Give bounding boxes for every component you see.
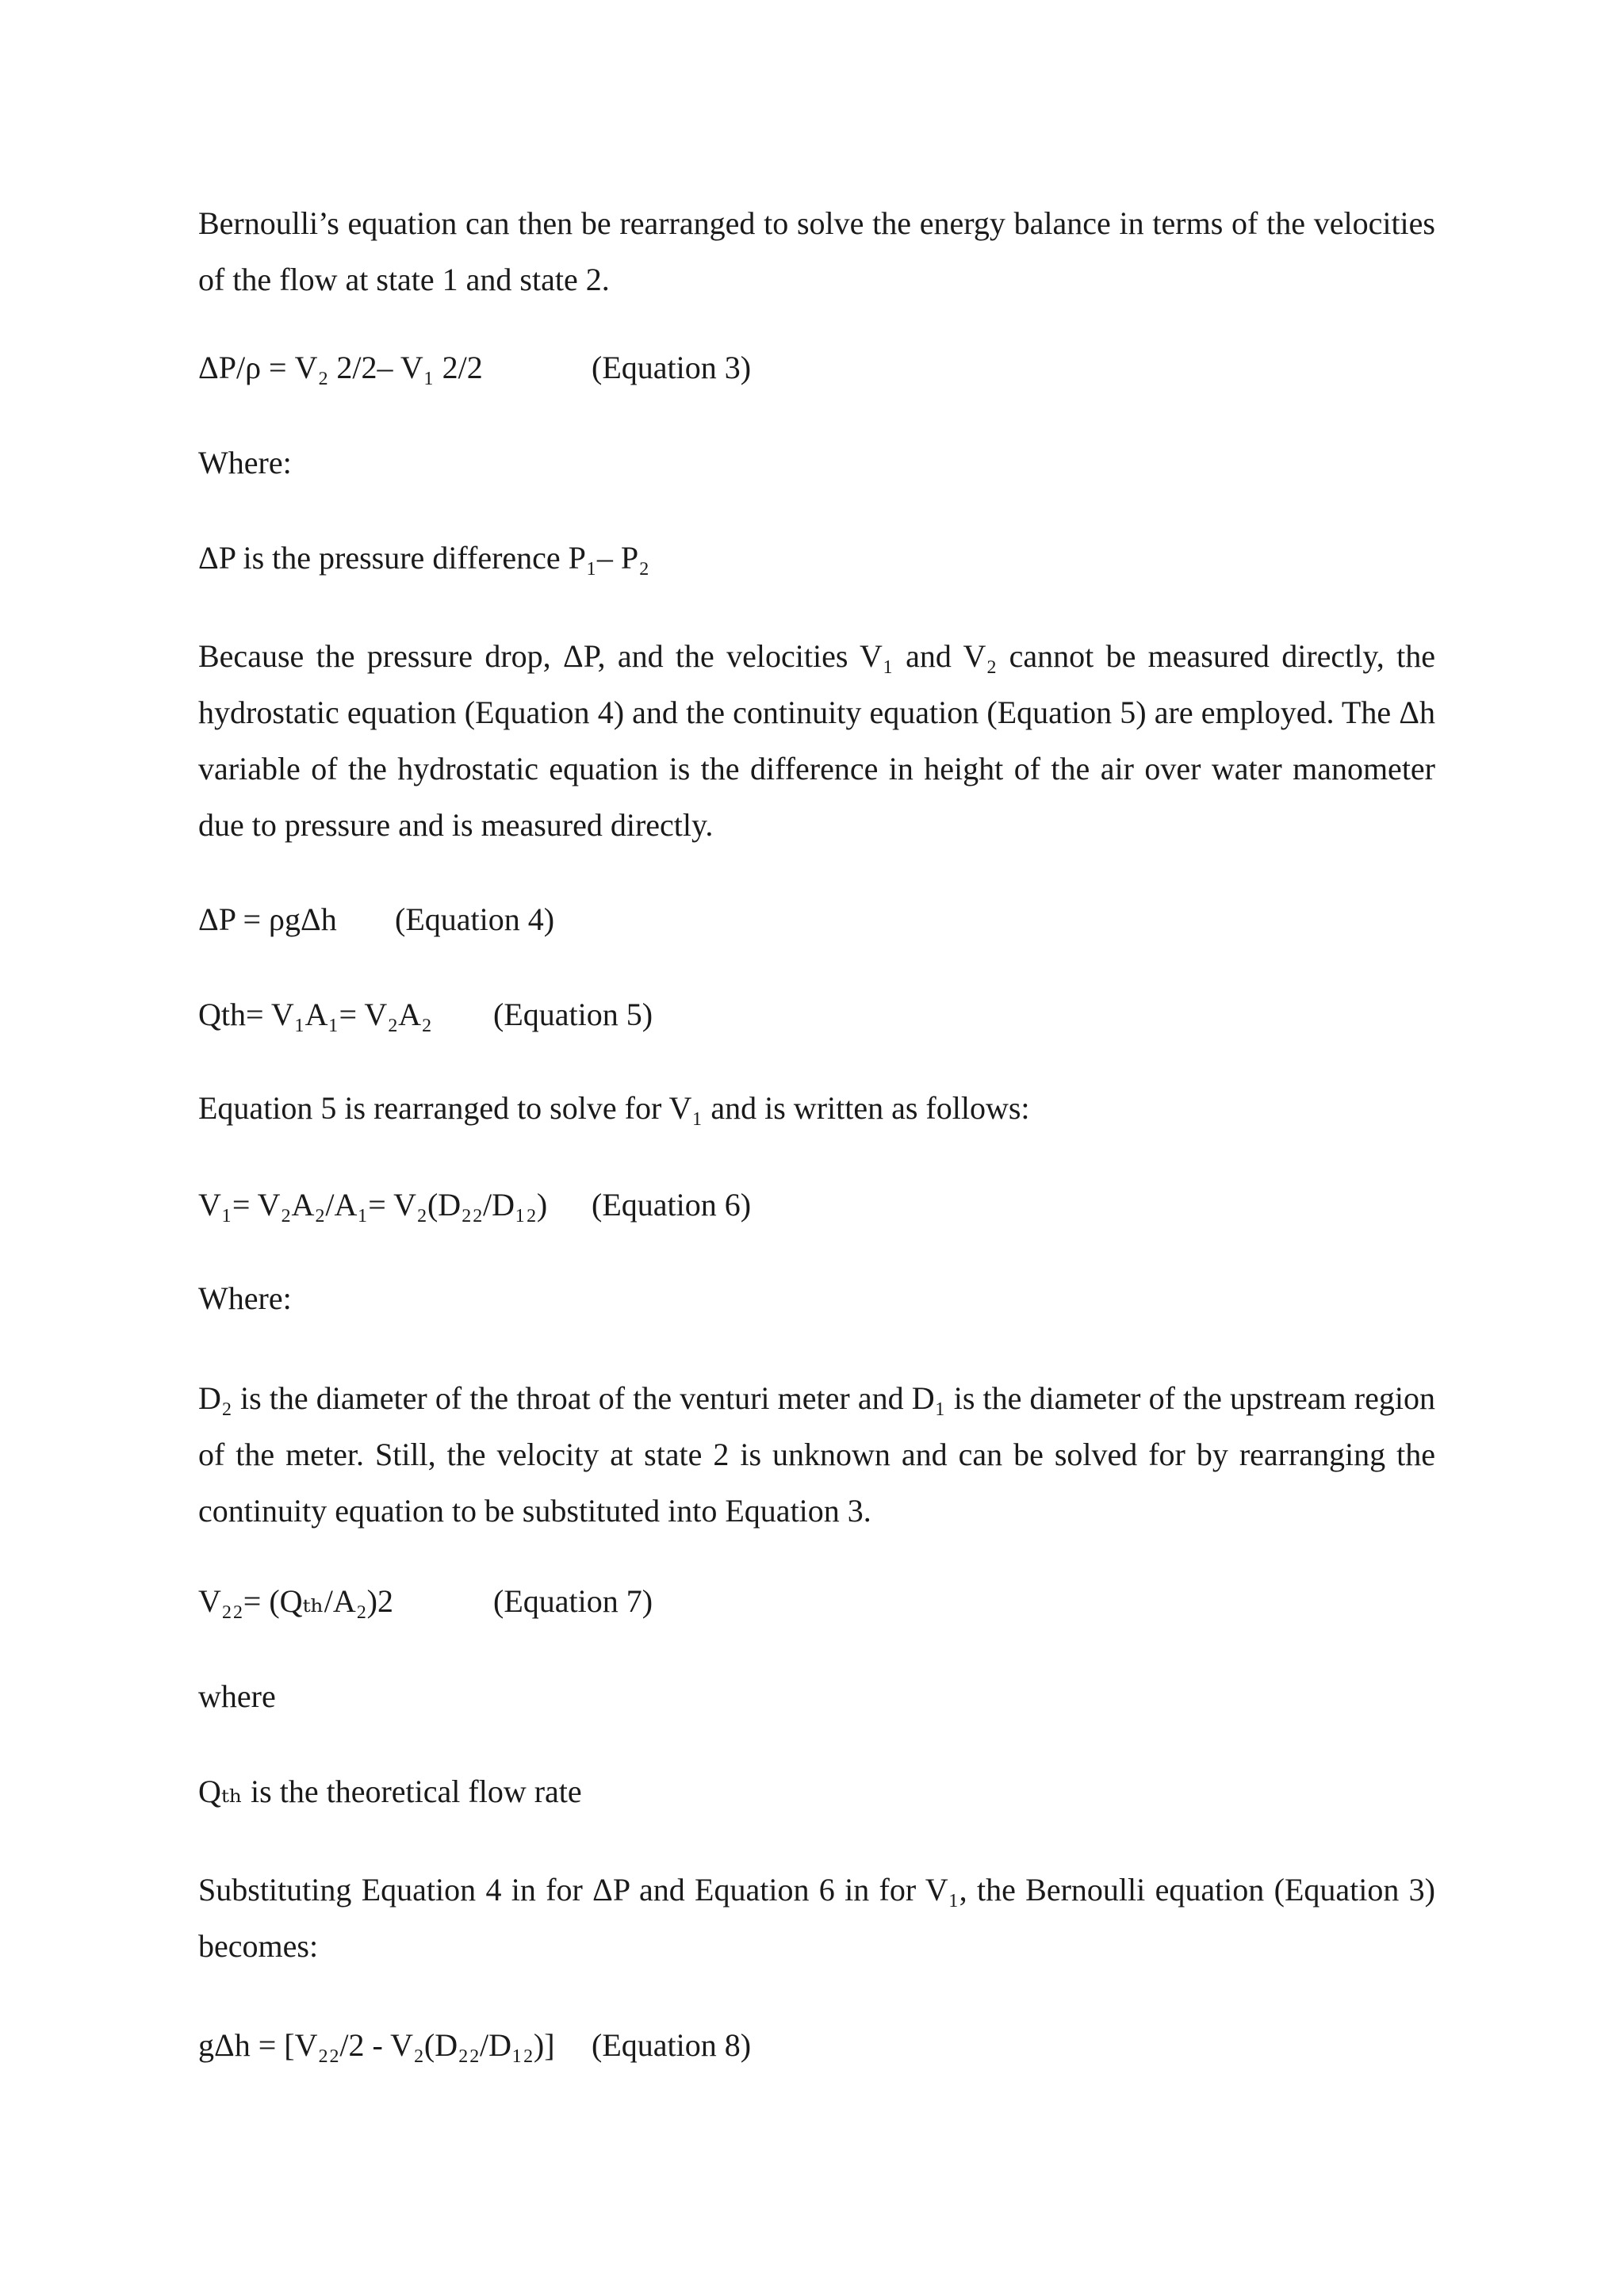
paragraph-bernoulli-intro: Bernoulli’s equation can then be rearranged to solve the energy balance in terms of the velocities of the flow at state 1 and state 2. bbox=[198, 205, 1435, 297]
equation-7-label: (Equation 7) bbox=[493, 1583, 653, 1619]
equation-6: V₁= V₂A₂/A₁= V₂(D₂₂/D₁₂) bbox=[198, 1187, 548, 1223]
paragraph-hydrostatic-continuity: Because the pressure drop, ΔP, and the velocities V₁ and V₂ cannot be measured directly, the hydrostatic equation (Equation 4) and the continuity equation (Equation 5) are employed. The Δh variable of the hydrostatic equation is the difference in height of the air over water manometer due to pressure and is measured directly. bbox=[198, 638, 1435, 843]
where-label-2: Where: bbox=[198, 1280, 292, 1316]
equation-8-label: (Equation 8) bbox=[592, 2027, 752, 2063]
paragraph-diameter-definition: D₂ is the diameter of the throat of the venturi meter and D₁ is the diameter of the upstream region of the meter. Still, the velocity at state 2 is unknown and can be solved for by rearranging the continuity equation to be substituted into Equation 3. bbox=[198, 1380, 1435, 1529]
equation-4-label: (Equation 4) bbox=[395, 901, 555, 937]
equation-3-label: (Equation 3) bbox=[592, 350, 752, 385]
equation-7: V₂₂= (Qₜₕ/A₂)2 bbox=[198, 1583, 393, 1619]
equation-5-label: (Equation 5) bbox=[493, 997, 653, 1032]
equation-8: gΔh = [V₂₂/2 - V₂(D₂₂/D₁₂)] bbox=[198, 2027, 555, 2063]
paragraph-substitution: Substituting Equation 4 in for ΔP and Equation 6 in for V₁, the Bernoulli equation (Equation 3) becomes: bbox=[198, 1872, 1435, 1964]
where-label-1: Where: bbox=[198, 445, 292, 480]
equation-4: ΔP = ρgΔh bbox=[198, 901, 337, 937]
pressure-difference-definition: ΔP is the pressure difference P₁– P₂ bbox=[198, 540, 650, 576]
theoretical-flow-rate-definition: Qₜₕ is the theoretical flow rate bbox=[198, 1774, 582, 1809]
equation-5: Qth= V₁A₁= V₂A₂ bbox=[198, 997, 432, 1032]
paragraph-rearrange-v1: Equation 5 is rearranged to solve for V₁ and is written as follows: bbox=[198, 1090, 1030, 1126]
equation-3: ΔP/ρ = V₂ 2/2– V₁ 2/2 bbox=[198, 350, 483, 385]
where-label-3: where bbox=[198, 1678, 276, 1714]
equation-6-label: (Equation 6) bbox=[592, 1187, 752, 1223]
